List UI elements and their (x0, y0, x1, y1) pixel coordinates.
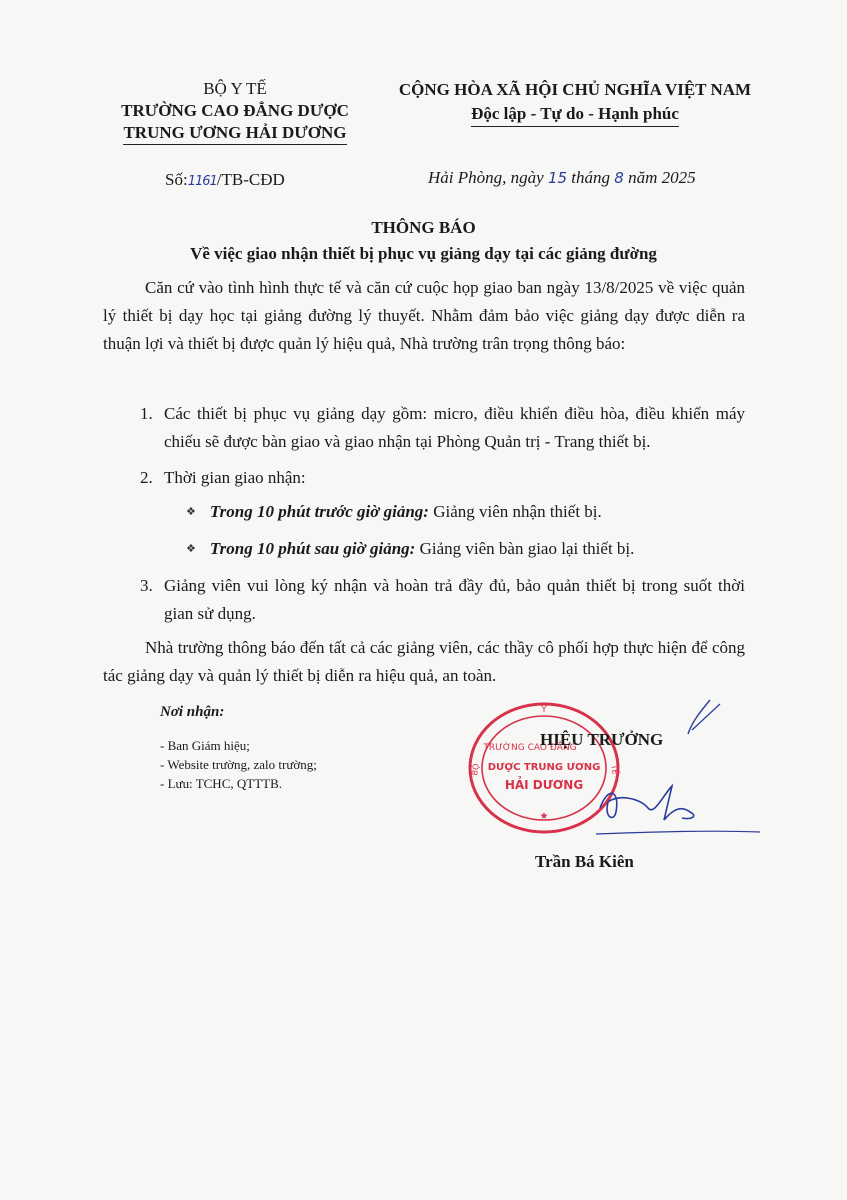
seal-line2: DƯỢC TRUNG ƯƠNG (487, 762, 601, 773)
seal-left-letter: BỘ (470, 762, 481, 777)
diamond-bullet-icon: ❖ (186, 542, 196, 555)
list-item-text: Các thiết bị phục vụ giảng dạy gồm: micro, điều khiển điều hòa, điều khiển máy chiếu sẽ được bàn giao và giao nhận tại Phòng Quản trị - Trang thiết bị. (164, 404, 745, 451)
signatory-name: Trần Bá Kiên (535, 852, 634, 871)
list-item-number: 3. (140, 576, 153, 595)
notice-subtitle: Về việc giao nhận thiết bị phục vụ giảng dạy tại các giảng đường (190, 244, 657, 263)
bullet-text: Giảng viên nhận thiết bị. (433, 502, 602, 521)
date-month-handwritten: 8 (614, 169, 624, 187)
doc-number-handwritten: 1161 (187, 174, 217, 189)
list-item (140, 464, 745, 492)
issuing-organization (110, 78, 360, 145)
seal-right-letter: TẾ (609, 763, 620, 776)
seal-line3: HẢI DƯƠNG (504, 778, 584, 792)
list-item (140, 400, 745, 456)
ministry-name: BỘ Y TẾ (203, 79, 267, 98)
date-day-handwritten: 15 (547, 169, 568, 187)
notice-title: THÔNG BÁO (371, 218, 476, 237)
list-item-number: 1. (140, 404, 153, 423)
nation-name: CỘNG HÒA XÃ HỘI CHỦ NGHĨA VIỆT NAM (398, 80, 752, 99)
school-name-line1: TRƯỜNG CAO ĐẲNG DƯỢC (121, 101, 349, 120)
recipient-item: - Lưu: TCHC, QTTTB. (160, 776, 282, 791)
recipients-title: Nơi nhận: (160, 704, 225, 720)
school-name-line2: TRUNG ƯƠNG HẢI DƯƠNG (123, 122, 346, 145)
list-item-text: Giảng viên vui lòng ký nhận và hoàn trả đầy đủ, bảo quản thiết bị trong suốt thời gian sử dụng. (164, 576, 745, 623)
handwritten-signature-icon (560, 690, 760, 840)
seal-top-letter: Y (541, 705, 547, 715)
doc-number-prefix: Số: (165, 170, 188, 189)
date-month-label: tháng (571, 168, 611, 187)
list-item (140, 572, 745, 628)
document-number (165, 170, 285, 190)
seal-line1: TRƯỜNG CAO ĐẲNG (483, 743, 577, 753)
recipient-item: - Website trường, zalo trường; (160, 757, 317, 772)
list-item-number: 2. (140, 468, 153, 487)
bullet-item (186, 535, 634, 563)
national-heading (380, 78, 770, 127)
doc-number-suffix: /TB-CĐD (216, 170, 285, 189)
issue-date (428, 168, 696, 188)
bullet-label: Trong 10 phút trước giờ giảng: (209, 502, 429, 521)
seal-star-icon: ★ (539, 811, 549, 822)
recipient-item: - Ban Giám hiệu; (160, 738, 250, 753)
bullet-text: Giảng viên bàn giao lại thiết bị. (419, 539, 635, 558)
closing-paragraph: Nhà trường thông báo đến tất cả các giảng viên, các thầy cô phối hợp thực hiện để công tác giảng dạy và quản lý thiết bị diễn ra hiệu quả, an toàn. (103, 638, 745, 685)
intro-paragraph: Căn cứ vào tình hình thực tế và căn cứ cuộc họp giao ban ngày 13/8/2025 về việc quản lý thiết bị dạy học tại giảng đường lý thuyết. Nhằm đảm bảo việc giảng dạy được diễn ra thuận lợi và thiết bị được quản lý hiệu quả, Nhà trường trân trọng thông báo: (103, 278, 745, 353)
diamond-bullet-icon: ❖ (186, 505, 196, 518)
bullet-label: Trong 10 phút sau giờ giảng: (209, 539, 416, 558)
date-place: Hải Phòng, ngày (428, 168, 544, 187)
national-motto: Độc lập - Tự do - Hạnh phúc (471, 102, 679, 127)
date-year: năm 2025 (628, 168, 696, 187)
bullet-item (186, 498, 602, 526)
list-item-text: Thời gian giao nhận: (164, 468, 306, 487)
signatory-title: HIỆU TRƯỞNG (540, 730, 664, 749)
